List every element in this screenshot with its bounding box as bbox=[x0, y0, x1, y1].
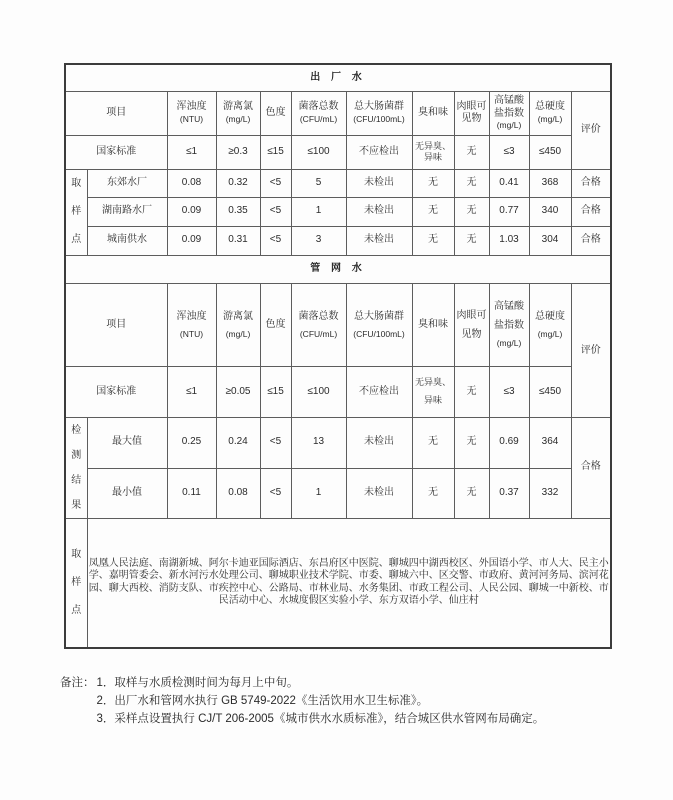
evaluation-cell: 合格 bbox=[571, 197, 611, 226]
cell-value: 1 bbox=[291, 468, 346, 518]
result-row-name: 最大值 bbox=[87, 417, 167, 468]
table-row bbox=[65, 226, 611, 255]
cell-value: 0.31 bbox=[216, 226, 260, 255]
footnotes-items bbox=[95, 674, 646, 728]
section2-title-row bbox=[65, 255, 611, 283]
sample-site-name: 城南供水 bbox=[87, 226, 167, 255]
col-odor: 臭和味 bbox=[412, 283, 454, 366]
cell-value: 无 bbox=[454, 226, 489, 255]
section2-standard-row bbox=[65, 366, 611, 417]
cell-value: 1.03 bbox=[489, 226, 529, 255]
cell-value: <5 bbox=[260, 417, 291, 468]
footnotes-label: 备注： bbox=[60, 677, 95, 689]
cell-value: 0.25 bbox=[167, 417, 216, 468]
cell-value: 304 bbox=[529, 226, 571, 255]
cell-value: 未检出 bbox=[346, 197, 412, 226]
cell-value: 未检出 bbox=[346, 226, 412, 255]
section1-title-row bbox=[65, 64, 611, 91]
col-chroma: 色度 bbox=[260, 91, 291, 135]
cell-value: 未检出 bbox=[346, 468, 412, 518]
standard-value: 无异臭、异味 bbox=[412, 135, 454, 169]
cell-value: 0.32 bbox=[216, 169, 260, 197]
cell-value: 332 bbox=[529, 468, 571, 518]
col-coliform: 总大肠菌群 (CFU/100mL) bbox=[346, 283, 412, 366]
evaluation-cell: 合格 bbox=[571, 169, 611, 197]
cell-value: 无 bbox=[412, 417, 454, 468]
section1-group-label: 取样点 bbox=[65, 169, 87, 255]
cell-value: <5 bbox=[260, 197, 291, 226]
col-colony-count: 菌落总数 (CFU/mL) bbox=[291, 283, 346, 366]
sample-site-name: 湖南路水厂 bbox=[87, 197, 167, 226]
sampling-group-label: 取样点 bbox=[65, 518, 87, 648]
standard-value: ≤1 bbox=[167, 135, 216, 169]
cell-value: 无 bbox=[412, 197, 454, 226]
standard-value: ≤450 bbox=[529, 366, 571, 417]
sampling-points-row bbox=[65, 518, 611, 648]
standard-value: ≥0.3 bbox=[216, 135, 260, 169]
cell-value: 5 bbox=[291, 169, 346, 197]
footnote: 2．出厂水和管网水执行 GB 5749-2022《生活饮用水卫生标准》。 bbox=[96, 695, 429, 707]
cell-value: 0.77 bbox=[489, 197, 529, 226]
section2-evaluation-cell: 合格 bbox=[571, 417, 611, 518]
result-row-name: 最小值 bbox=[87, 468, 167, 518]
cell-value: 364 bbox=[529, 417, 571, 468]
cell-value: 0.09 bbox=[167, 226, 216, 255]
cell-value: 0.08 bbox=[216, 468, 260, 518]
cell-value: 0.11 bbox=[167, 468, 216, 518]
col-permanganate: 高锰酸盐指数 (mg/L) bbox=[489, 283, 529, 366]
standard-value: ≤1 bbox=[167, 366, 216, 417]
cell-value: 无 bbox=[454, 169, 489, 197]
standard-value: 不应检出 bbox=[346, 135, 412, 169]
cell-value: 0.37 bbox=[489, 468, 529, 518]
footnote: 3．采样点设置执行 CJ/T 206-2005《城市供水水质标准》，结合城区供水管网布局确定。 bbox=[96, 713, 545, 725]
standard-value: ≤3 bbox=[489, 366, 529, 417]
standard-value: ≤15 bbox=[260, 366, 291, 417]
standard-value: ≥0.05 bbox=[216, 366, 260, 417]
col-chroma: 色度 bbox=[260, 283, 291, 366]
col-colony-count: 菌落总数 (CFU/mL) bbox=[291, 91, 346, 135]
cell-value: 未检出 bbox=[346, 169, 412, 197]
cell-value: 0.35 bbox=[216, 197, 260, 226]
cell-value: 无 bbox=[454, 197, 489, 226]
section1-standard-label: 国家标准 bbox=[65, 135, 167, 169]
cell-value: 0.09 bbox=[167, 197, 216, 226]
table-row bbox=[65, 169, 611, 197]
col-coliform: 总大肠菌群 (CFU/100mL) bbox=[346, 91, 412, 135]
sampling-points-text: 凤凰人民法庭、南湖新城、阿尔卡迪亚国际酒店、东昌府区中医院、聊城四中湖西校区、外国语小学、市人大、民主小学、嘉明管委会、新水河污水处理公司、聊城职业技术学院、市委、聊城六中、区交警、市政府、黄河河务局、滨河花园、聊大西校、消防支队、市疾控中心、公路局、市林业局、水务集团、市政工程公司、人民公园、聊城一中新校、市民活动中心、水城度假区实验小学、东方双语小学、仙庄村 bbox=[87, 518, 611, 648]
footnote: 1．取样与水质检测时间为每月上中旬。 bbox=[96, 677, 299, 689]
cell-value: 0.08 bbox=[167, 169, 216, 197]
cell-value: <5 bbox=[260, 226, 291, 255]
col-visible-matter: 肉眼可见物 bbox=[454, 91, 489, 135]
section2-standard-label: 国家标准 bbox=[65, 366, 167, 417]
section1-header-row bbox=[65, 91, 611, 135]
standard-value: 无 bbox=[454, 366, 489, 417]
section1-item-label: 项目 bbox=[65, 91, 167, 135]
col-free-chlorine: 游离氯 (mg/L) bbox=[216, 283, 260, 366]
col-hardness: 总硬度 (mg/L) bbox=[529, 283, 571, 366]
table-row bbox=[65, 417, 611, 468]
section1-eval-header: 评价 bbox=[571, 91, 611, 169]
table-row bbox=[65, 197, 611, 226]
col-odor: 臭和味 bbox=[412, 91, 454, 135]
section2-eval-header: 评价 bbox=[571, 283, 611, 417]
standard-value: ≤450 bbox=[529, 135, 571, 169]
cell-value: 0.24 bbox=[216, 417, 260, 468]
standard-value: ≤3 bbox=[489, 135, 529, 169]
standard-value: ≤100 bbox=[291, 366, 346, 417]
col-turbidity: 浑浊度 (NTU) bbox=[167, 91, 216, 135]
cell-value: 无 bbox=[454, 468, 489, 518]
cell-value: 3 bbox=[291, 226, 346, 255]
standard-value: ≤15 bbox=[260, 135, 291, 169]
cell-value: <5 bbox=[260, 468, 291, 518]
cell-value: 无 bbox=[412, 468, 454, 518]
cell-value: 未检出 bbox=[346, 417, 412, 468]
section2-group-label: 检测结果 bbox=[65, 417, 87, 518]
col-turbidity: 浑浊度 (NTU) bbox=[167, 283, 216, 366]
standard-value: 无 bbox=[454, 135, 489, 169]
cell-value: 0.41 bbox=[489, 169, 529, 197]
standard-value: 无异臭、异味 bbox=[412, 366, 454, 417]
cell-value: 13 bbox=[291, 417, 346, 468]
col-hardness: 总硬度 (mg/L) bbox=[529, 91, 571, 135]
standard-value: ≤100 bbox=[291, 135, 346, 169]
cell-value: 无 bbox=[412, 169, 454, 197]
cell-value: <5 bbox=[260, 169, 291, 197]
section2-item-label: 项目 bbox=[65, 283, 167, 366]
cell-value: 无 bbox=[454, 417, 489, 468]
col-permanganate: 高锰酸盐指数 (mg/L) bbox=[489, 91, 529, 135]
cell-value: 1 bbox=[291, 197, 346, 226]
col-visible-matter: 肉眼可见物 bbox=[454, 283, 489, 366]
water-quality-table bbox=[64, 63, 612, 649]
section1-title: 出 厂 水 bbox=[65, 64, 611, 91]
cell-value: 0.69 bbox=[489, 417, 529, 468]
section1-standard-row bbox=[65, 135, 611, 169]
footnotes bbox=[60, 674, 645, 728]
standard-value: 不应检出 bbox=[346, 366, 412, 417]
cell-value: 368 bbox=[529, 169, 571, 197]
sample-site-name: 东郊水厂 bbox=[87, 169, 167, 197]
section2-title: 管 网 水 bbox=[65, 255, 611, 283]
table-row bbox=[65, 468, 611, 518]
section2-header-row bbox=[65, 283, 611, 366]
col-free-chlorine: 游离氯 (mg/L) bbox=[216, 91, 260, 135]
evaluation-cell: 合格 bbox=[571, 226, 611, 255]
cell-value: 无 bbox=[412, 226, 454, 255]
cell-value: 340 bbox=[529, 197, 571, 226]
